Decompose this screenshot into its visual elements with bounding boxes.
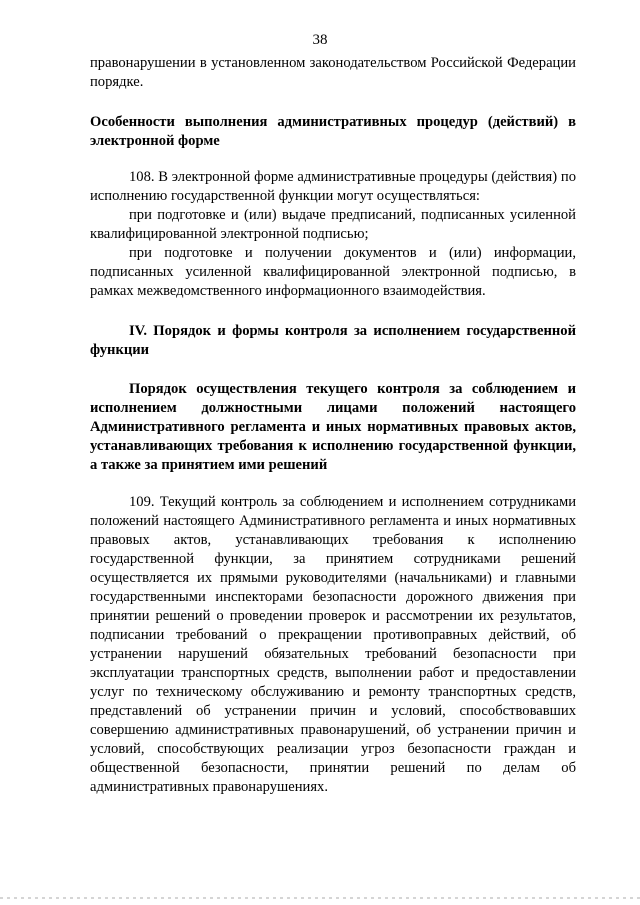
scan-edge-artifact: [0, 897, 640, 899]
paragraph-continuation: правонарушении в установленном законодательством Российской Федерации порядке.: [90, 55, 576, 90]
chapter-heading-iv: IV. Порядок и формы контроля за исполнением государственной функции: [90, 323, 576, 358]
paragraph-109: 109. Текущий контроль за соблюдением и исполнением сотрудниками положений настоящего Административного регламента и иных нормативных правовых актов, устанавливающих требования к исполнению государственной функции, за принятием сотрудниками решений осуществляется их прямыми руководителями (начальниками) и главными государственными инспекторами безопасности дорожного движения при принятии решений о проведении проверок и рассмотрении их результатов, подписании требований о прекращении противоправных действий, об устранении нарушений обязательных требований безопасности при эксплуатации транспортных средств, выполнении работ и предоставлении услуг по техническому обслуживанию и ремонту транспортных средств, представлений об устранении причин и условий, способствовавших совершению административных правонарушений, об устранении причин и условий, способствующих реализации угроз безопасности граждан и общественной безопасности, принятии решений по делам об административных правонарушениях.: [90, 494, 576, 795]
document-body: [90, 54, 576, 797]
subsection-heading-current-control: Порядок осуществления текущего контроля за соблюдением и исполнением должностными лицами положений настоящего Административного регламента и иных нормативных правовых актов, устанавливающих требования к исполнению государственной функции, а также за принятием ими решений: [90, 381, 576, 473]
list-item-prescriptions: при подготовке и (или) выдаче предписаний, подписанных усиленной квалифицированной электронной подписью;: [90, 207, 576, 242]
paragraph-108: 108. В электронной форме административные процедуры (действия) по исполнению государственной функции могут осуществляться:: [90, 169, 576, 204]
section-heading-electronic-form: Особенности выполнения административных процедур (действий) в электронной форме: [90, 114, 576, 149]
page-number: 38: [312, 32, 328, 48]
list-item-documents: при подготовке и получении документов и (или) информации, подписанных усиленной квалифицированной электронной подписью, в рамках межведомственного информационного взаимодействия.: [90, 245, 576, 299]
